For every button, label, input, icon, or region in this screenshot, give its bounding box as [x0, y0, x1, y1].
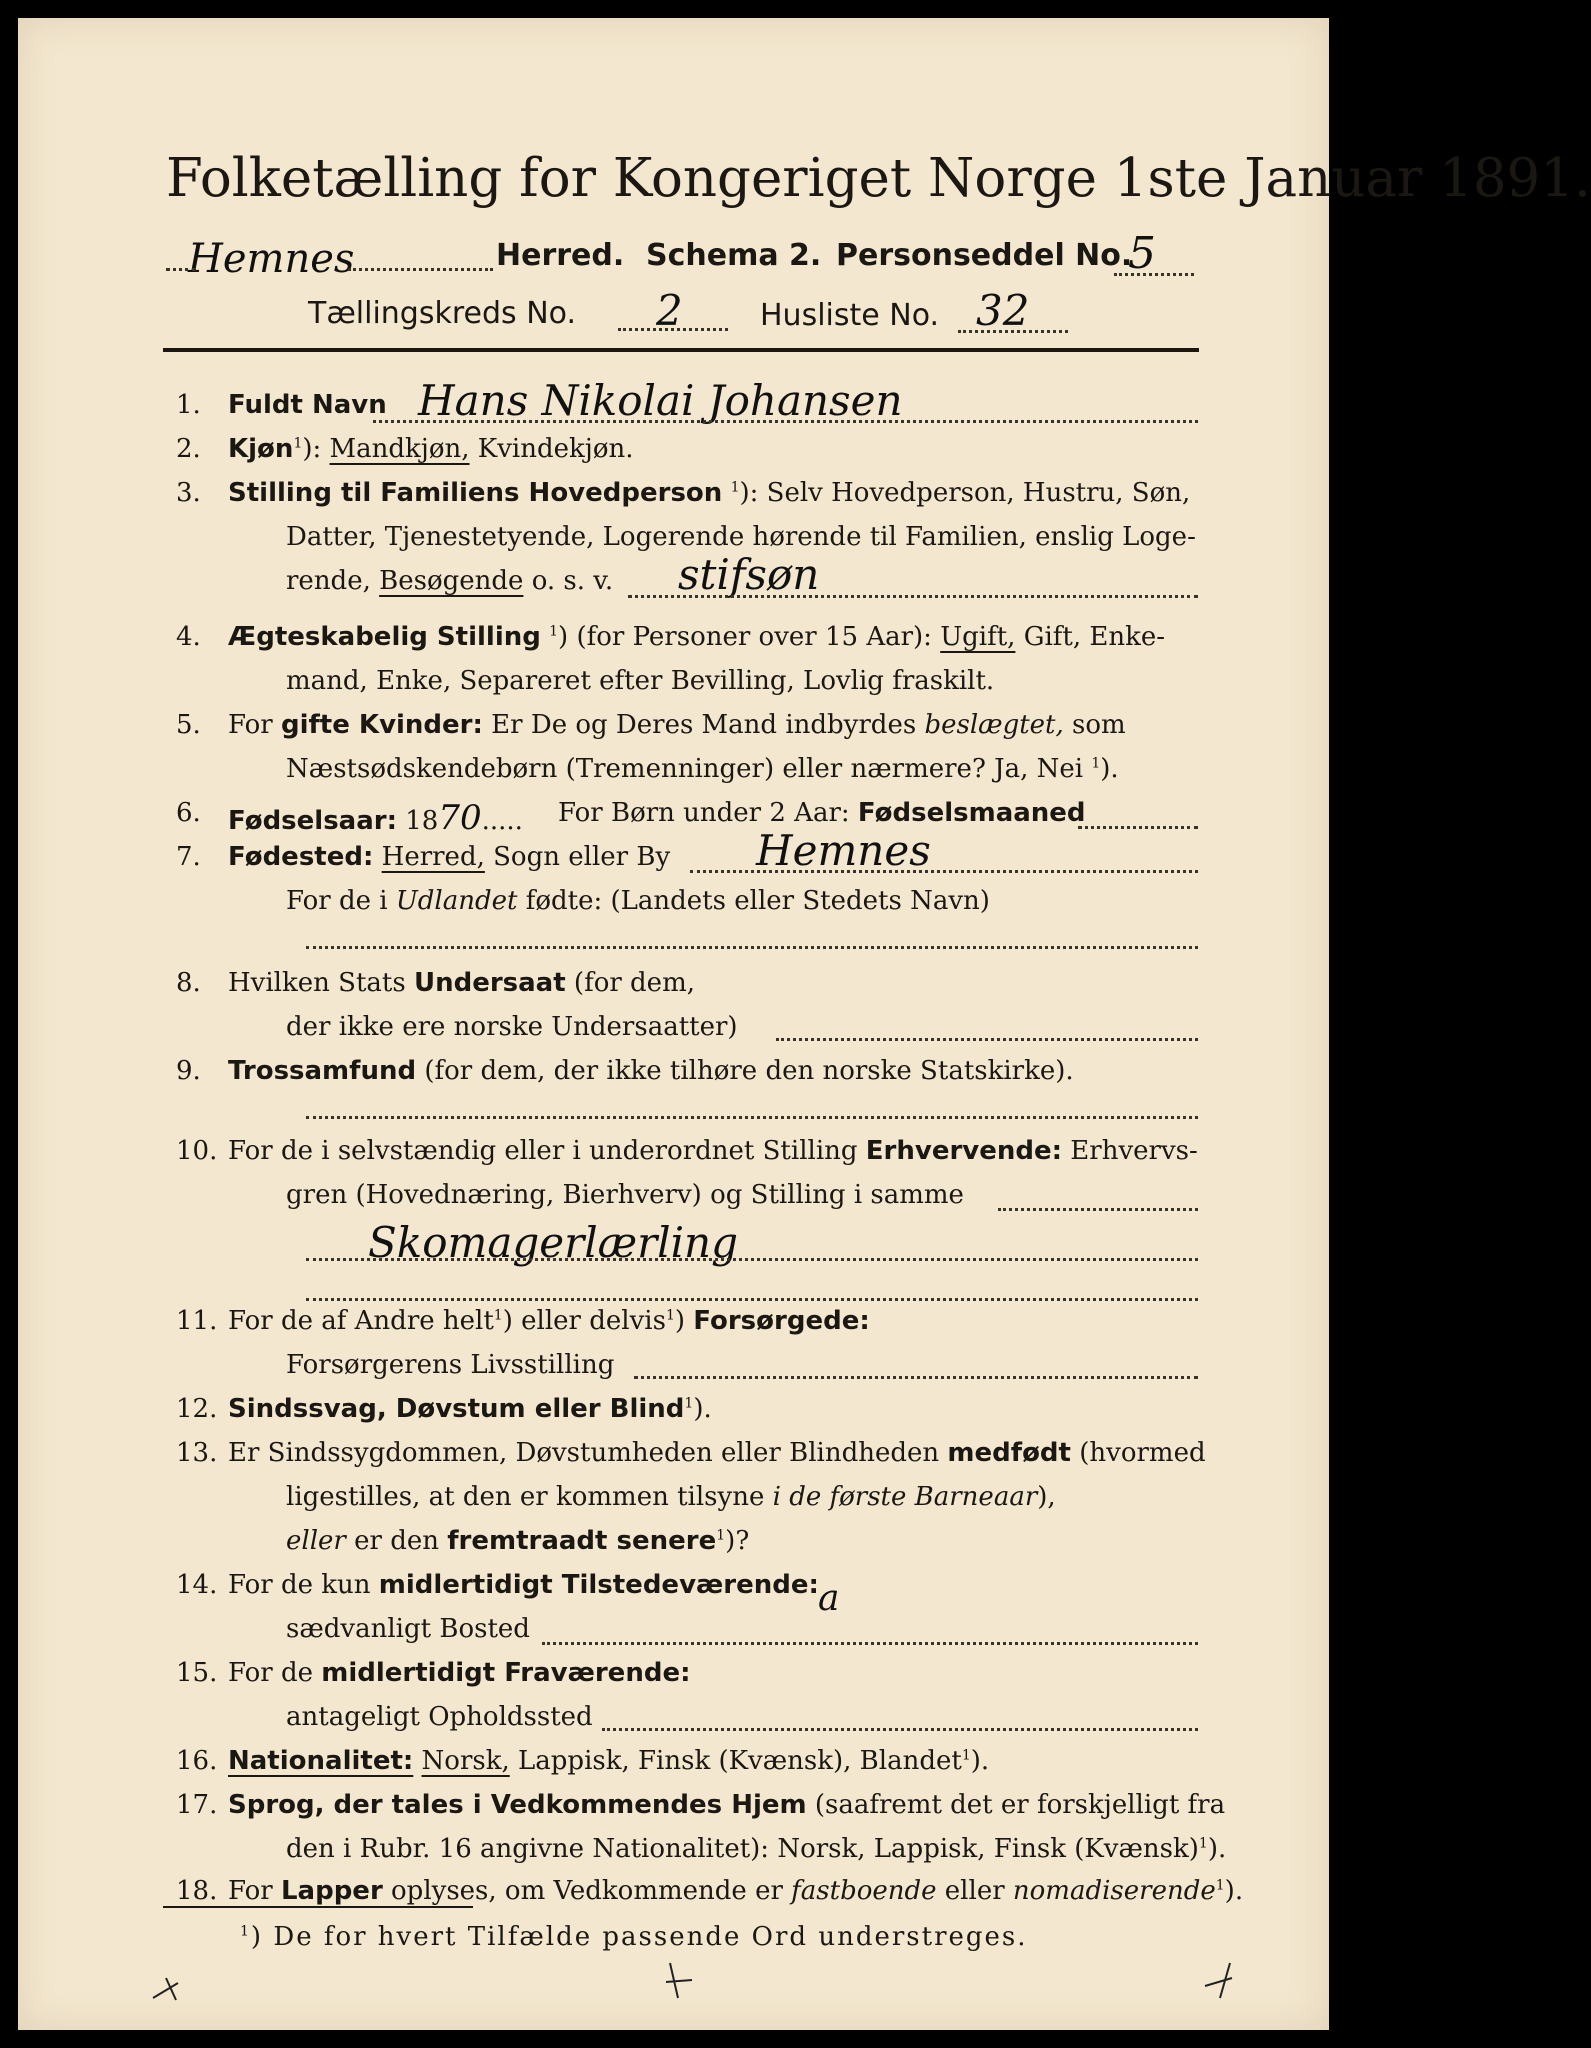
- q7-label: Fødested:: [228, 842, 374, 872]
- item-number: 8.: [176, 968, 201, 998]
- item-number: 3.: [176, 478, 201, 508]
- q18-a: For: [228, 1876, 273, 1906]
- q2-sup: 1: [293, 435, 303, 452]
- q14-line1: [228, 1570, 819, 1600]
- item-number: 1.: [176, 390, 201, 420]
- q5-for: For: [228, 710, 273, 740]
- q3-rende: rende,: [286, 566, 371, 596]
- schema-label: Schema 2.: [646, 238, 822, 273]
- item-number: 14.: [176, 1570, 218, 1600]
- q8-label: Undersaat: [413, 968, 566, 998]
- q16-label: Nationalitet:: [228, 1746, 414, 1776]
- registration-mark-left: [148, 1968, 188, 2008]
- q15-label: midlertidigt Fraværende:: [321, 1658, 691, 1688]
- item-number: 16.: [176, 1746, 218, 1776]
- q3-besogende: Besøgende: [379, 566, 524, 596]
- q18-line: For Lapper oplyses, om Vedkommende er fastboende eller nomadiserende$^1$).: [228, 1876, 1244, 1906]
- q11-label: Forsørgede:: [693, 1306, 870, 1336]
- q4-ugift: Ugift,: [940, 622, 1016, 652]
- census-form: [18, 18, 1591, 2030]
- q13-barneaar: i de første Barneaar: [772, 1482, 1038, 1512]
- herred-label: Herred.: [496, 238, 625, 273]
- item-number: 10.: [176, 1136, 218, 1166]
- footnote: $^1$) De for hvert Tilfælde passende Ord understreges.: [240, 1922, 1028, 1952]
- item-number: 17.: [176, 1790, 218, 1820]
- q4-line2: mand, Enke, Separeret efter Bevilling, Lovlig fraskilt.: [286, 666, 995, 696]
- q12-label: Sindssvag, Døvstum eller Blind: [228, 1394, 685, 1424]
- kreds-answer: 2: [656, 286, 683, 335]
- q8-a: Hvilken Stats: [228, 968, 406, 998]
- registration-mark-right: [1200, 1958, 1240, 2008]
- q5-line1: [228, 710, 1126, 740]
- personseddel-label: Personseddel No.: [836, 238, 1133, 273]
- q3-label: Stilling til Familiens Hovedperson: [228, 478, 723, 508]
- q9-line: [228, 1056, 1074, 1086]
- q17-label: Sprog, der tales i Vedkommendes Hjem: [228, 1790, 807, 1820]
- q17-line2-text: den i Rubr. 16 angivne Nationalitet): Norsk, Lappisk, Finsk (Kvænsk): [286, 1834, 1199, 1864]
- q3-line1: Stilling til Familiens Hovedperson $^1$): Selv Hovedperson, Hustru, Søn,: [228, 478, 1191, 508]
- q16-line: Nationalitet: Norsk, Lappisk, Finsk (Kvænsk), Blandet$^1$).: [228, 1746, 990, 1776]
- item-number: 12.: [176, 1394, 218, 1424]
- q5-label: gifte Kvinder:: [280, 710, 483, 740]
- q10-line2: gren (Hovednæring, Bierhverv) og Stilling i samme: [286, 1180, 964, 1210]
- q10-line1: [228, 1136, 1198, 1166]
- q5-line2-text: Næstsødskendebørn (Tremenninger) eller nærmere? Ja, Nei: [286, 754, 1084, 784]
- q11-b: eller delvis: [521, 1306, 666, 1336]
- q13-line2a: ligestilles, at den er kommen tilsyne: [286, 1482, 765, 1512]
- q5-som: som: [1072, 710, 1126, 740]
- q1-answer: Hans Nikolai Johansen: [418, 376, 903, 425]
- q13-line3: eller er den fremtraadt senere$^1$)?: [286, 1526, 750, 1556]
- q4-options: Gift, Enke-: [1023, 622, 1166, 652]
- footnote-rule: [163, 1906, 473, 1908]
- q10-c: Erhvervs-: [1070, 1136, 1198, 1166]
- q6-line: Fødselsaar: 1870.....: [228, 798, 523, 838]
- husliste-label: Husliste No.: [760, 298, 940, 333]
- q6-text: For Børn under 2 Aar:: [558, 798, 850, 828]
- personseddel-answer: 5: [1128, 228, 1156, 279]
- q3-line2: Datter, Tjenestetyende, Logerende hørende til Familien, enslig Loge-: [286, 522, 1196, 552]
- q18-c: oplyses, om Vedkommende er: [391, 1876, 783, 1906]
- q14-line2: sædvanligt Bosted: [286, 1614, 530, 1644]
- q5-beslaegtet: beslægtet,: [924, 710, 1064, 740]
- q13-eller: eller: [286, 1526, 346, 1556]
- item-number: 15.: [176, 1658, 218, 1688]
- item-number: 5.: [176, 710, 201, 740]
- q2-label: Kjøn: [228, 434, 294, 464]
- q6-label: Fødselsaar:: [228, 806, 397, 836]
- q13-line1: [228, 1438, 1206, 1468]
- q6-month-label: Fødselsmaaned: [857, 798, 1086, 828]
- husliste-answer: 32: [976, 286, 1030, 335]
- q7-for: For de i: [286, 886, 388, 916]
- q5-line2: Næstsødskendebørn (Tremenninger) eller nærmere? Ja, Nei $^1$).: [286, 754, 1119, 784]
- q11-line2: Forsørgerens Livsstilling: [286, 1350, 615, 1380]
- q7-text: Sogn eller By: [493, 842, 671, 872]
- q5-question: Er De og Deres Mand indbyrdes: [491, 710, 917, 740]
- item-number: 11.: [176, 1306, 218, 1336]
- q7-line2-text: fødte: (Landets eller Stedets Navn): [525, 886, 990, 916]
- q7-udlandet: Udlandet: [395, 886, 518, 916]
- q13-a: Er Sindssygdommen, Døvstumheden eller Blindheden: [228, 1438, 940, 1468]
- item-number: 9.: [176, 1056, 201, 1086]
- q16-text: Lappisk, Finsk (Kvænsk), Blandet: [518, 1746, 962, 1776]
- q18-label: Lapper: [280, 1876, 383, 1906]
- q15-a: For de: [228, 1658, 313, 1688]
- q3-options: Selv Hovedperson, Hustru, Søn,: [766, 478, 1191, 508]
- q2-kvindekjon: Kvindekjøn.: [477, 434, 634, 464]
- herred-answer: Hemnes: [188, 236, 355, 282]
- item-number: 18.: [176, 1876, 218, 1906]
- q4-qualifier: (for Personer over 15 Aar):: [576, 622, 932, 652]
- q9-label: Trossamfund: [228, 1056, 417, 1086]
- q11-a: For de af Andre helt: [228, 1306, 494, 1336]
- q14-a: For de kun: [228, 1570, 371, 1600]
- q18-fastboende: fastboende: [791, 1876, 937, 1906]
- q7-line2: [286, 886, 990, 916]
- q7-answer: Hemnes: [756, 826, 931, 875]
- q2-mandkjon: Mandkjøn,: [329, 434, 470, 464]
- q11-line1: For de af Andre helt$^1$) eller delvis$^1$) Forsørgede:: [228, 1306, 870, 1336]
- q13-line2: ligestilles, at den er kommen tilsyne i de første Barneaar),: [286, 1482, 1056, 1512]
- q6-printed-year: 18: [405, 806, 439, 836]
- item-number: 4.: [176, 622, 201, 652]
- q6-infant: [558, 798, 1086, 828]
- q9-text: (for dem, der ikke tilhøre den norske Statskirke).: [424, 1056, 1074, 1086]
- q17-line2: den i Rubr. 16 angivne Nationalitet): Norsk, Lappisk, Finsk (Kvænsk)$^1$).: [286, 1834, 1227, 1864]
- q8-line2: der ikke ere norske Undersaatter): [286, 1012, 738, 1042]
- q4-label: Ægteskabelig Stilling: [228, 622, 541, 652]
- header-rule: [163, 348, 1199, 352]
- kreds-label: Tællingskreds No.: [308, 296, 576, 331]
- q3-answer: stifsøn: [678, 550, 820, 599]
- q3-line3: [286, 566, 613, 596]
- q10-answer: Skomagerlærling: [368, 1218, 738, 1267]
- q7-herred: Herred,: [381, 842, 485, 872]
- item-number: 7.: [176, 842, 201, 872]
- q15-line2: antageligt Opholdssted: [286, 1702, 593, 1732]
- q18-eller: eller: [944, 1876, 1005, 1906]
- footnote-mark: 1: [240, 1923, 251, 1940]
- q17-line1-text: (saafremt det er forskjelligt fra: [814, 1790, 1226, 1820]
- q2-text: Kjøn$^1$): Mandkjøn, Kvindekjøn.: [228, 434, 634, 464]
- q13-line3a: er den: [354, 1526, 439, 1556]
- item-number: 6.: [176, 798, 201, 828]
- q3-osv: o. s. v.: [531, 566, 614, 596]
- q4-line1: Ægteskabelig Stilling $^1$) (for Personer over 15 Aar): Ugift, Gift, Enke-: [228, 622, 1166, 652]
- q8-c: (for dem,: [573, 968, 695, 998]
- q8-line1: [228, 968, 695, 998]
- q10-label: Erhvervende:: [865, 1136, 1063, 1166]
- item-number: 2.: [176, 434, 201, 464]
- q13-c: (hvormed: [1079, 1438, 1206, 1468]
- item-number: 13.: [176, 1438, 218, 1468]
- q10-a: For de i selvstændig eller i underordnet Stilling: [228, 1136, 858, 1166]
- q18-nomadiserende: nomadiserende: [1012, 1876, 1216, 1906]
- q14-answer: a: [818, 1578, 840, 1619]
- registration-mark-center: [660, 1958, 700, 2008]
- q1-label: Fuldt Navn: [228, 390, 387, 420]
- q16-norsk: Norsk,: [421, 1746, 510, 1776]
- form-title: Folketælling for Kongeriget Norge 1ste Januar 1891.: [166, 148, 1591, 209]
- q14-label: midlertidigt Tilstedeværende:: [378, 1570, 819, 1600]
- q13-senere: fremtraadt senere: [447, 1526, 717, 1556]
- q15-line1: [228, 1658, 690, 1688]
- footnote-text: De for hvert Tilfælde passende Ord understreges.: [273, 1922, 1028, 1952]
- q12-line: Sindssvag, Døvstum eller Blind$^1$).: [228, 1394, 712, 1424]
- q17-line1: [228, 1790, 1225, 1820]
- q6-answer: 70: [438, 798, 482, 838]
- q7-line1: [228, 842, 670, 872]
- q13-label: medfødt: [947, 1438, 1071, 1468]
